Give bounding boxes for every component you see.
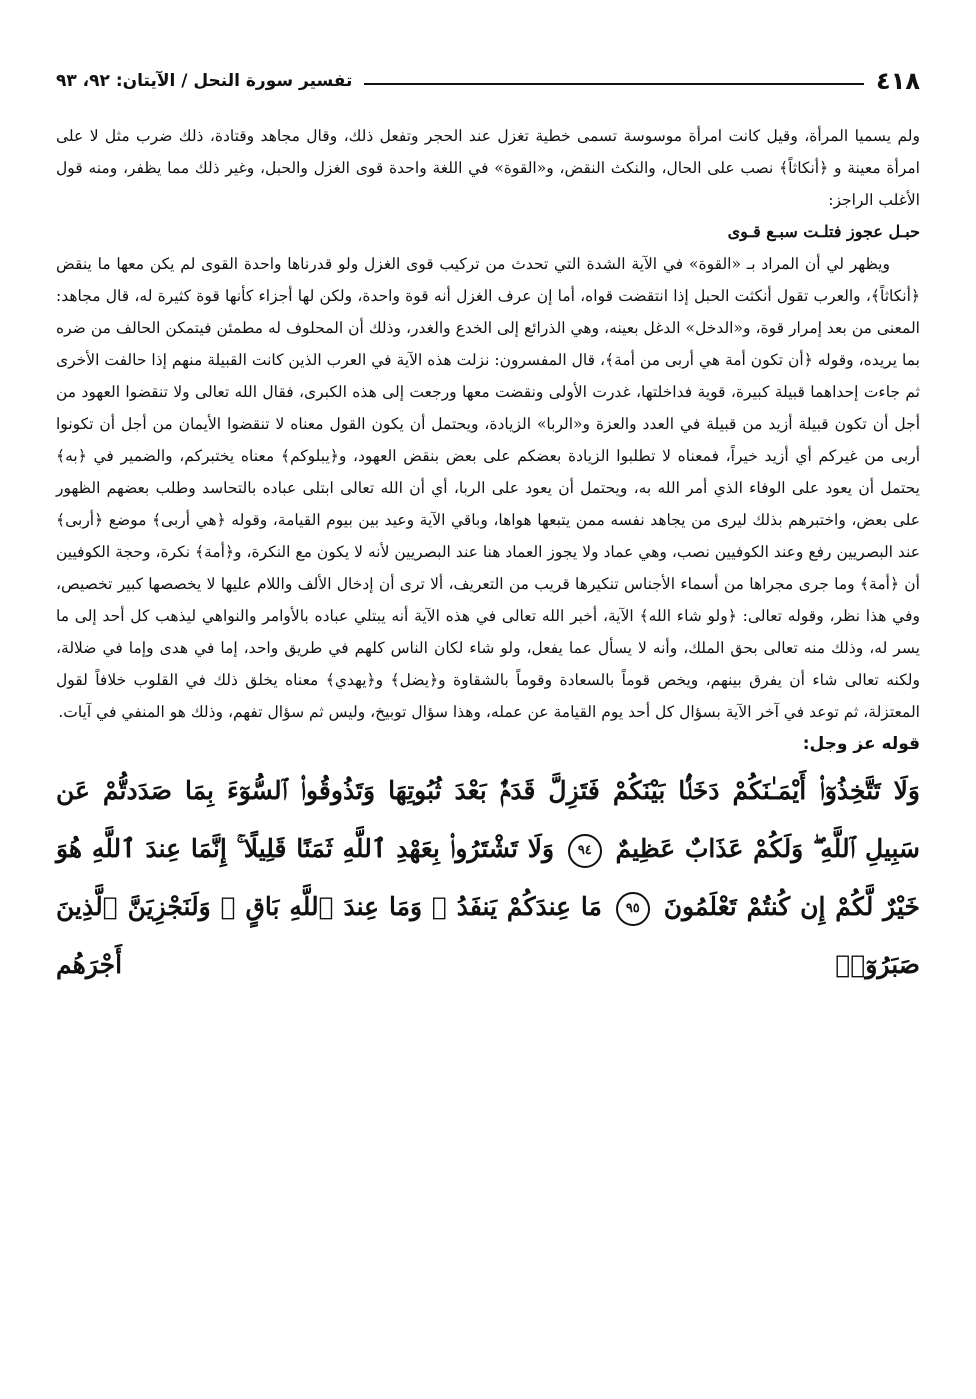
paragraph: ولم يسميا المرأة، وقيل كانت امرأة موسوسة تسمى خطية تغزل عند الحجر وتفعل ذلك، وقال مجاهد وقتادة، ذلك ضرب مثل لا على امرأة معينة و ﴿أنكاثاً﴾ نصب على الحال، والنكث النقض، و«القوة» في اللغة واحدة قوى الغزل والحبل، وغير ذلك مما يظفر، ومنه قول الأغلب الراجز: (56, 127, 920, 209)
page-number: ٤١٨ (876, 67, 920, 95)
quran-text: مَا عِندَكُمْ يَنفَدُ ۖ وَمَا عِندَ ٱللَّهِ بَاقٍ ۗ وَلَنَجْزِيَنَّ ٱلَّذِينَ صَبَرُوٓا۟ أَجْرَهُم (56, 892, 920, 979)
commentary-text (56, 120, 920, 728)
section-label: قوله عز وجل: (802, 734, 920, 754)
quran-text: وَلَا تَشْتَرُوا۟ بِعَهْدِ ٱللَّهِ ثَمَنًا قَلِيلًا ۚ إِنَّمَا عِندَ ٱللَّهِ هُوَ خَيْرٌ لَّكُمْ إِن كُنتُمْ تَعْلَمُونَ (56, 834, 920, 921)
page-header (56, 62, 920, 100)
ayah-number-marker: ٩٤ (568, 834, 602, 868)
quran-passage (56, 762, 920, 994)
poetry-verse: حبـل عجوز فتلـت سبـع قـوى (727, 222, 920, 241)
running-title: تفسير سورة النحل / الآيتان: ٩٢، ٩٣ (56, 71, 353, 91)
header-rule (364, 83, 864, 85)
quran-text: وَلَا تَتَّخِذُوٓا۟ أَيْمَـٰنَكُمْ دَخَلًۢا بَيْنَكُمْ فَتَزِلَّ قَدَمٌۢ بَعْدَ ثُبُوتِهَا وَتَذُوقُوا۟ ٱلسُّوٓءَ بِمَا صَدَدتُّمْ عَن سَبِيلِ ٱللَّهِ ۖ وَلَكُمْ عَذَابٌ عَظِيمٌ (56, 776, 920, 863)
ayah-number-marker: ٩٥ (616, 892, 650, 926)
paragraph: ويظهر لي أن المراد بـ «القوة» في الآية الشدة التي تحدث من تركيب قوى الغزل ولو قدرناها واحدة القوى لم يكن معها ما ينقض ﴿أنكاثاً﴾، والعرب تقول أنكثت الحبل إذا انتقضت قواه، أما إن عرف الغزل أنه قوة واحدة، ولكن لها أجزاء كأنها قوة كثيرة له، قال مجاهد: المعنى من بعد إمرار قوة، و«الدخل» الدغل بعينه، وهي الذرائع إلى الخدع والغدر، وذلك أن المحلوف له مطمئن فيتمكن الحالف من ضره بما يريده، وقوله ﴿أن تكون أمة هي أربى من أمة﴾، قال المفسرون: نزلت هذه الآية في العرب الذين كانت القبيلة منهم إذا حالفت الأخرى ثم جاءت إحداهما قبيلة كبيرة، قوية فداخلتها، غدرت الأولى ونقضت معها ورجعت إلى هذه الكبرى، فقال الله تعالى ولا تنقضوا العهود من أجل أن تكون قبيلة أزيد من قبيلة في العدد والعزة و«الربا» الزيادة، ويحتمل أن يكون القول معناه لا تنقضوا الأيمان من أجل أن تكونوا أربى من غيركم أي أزيد خيراً، فمعناه لا تطلبوا الزيادة بعضكم على بعض بنقض العهود، و﴿يبلوكم﴾ معناه يختبركم، والضمير في ﴿به﴾ يحتمل أن يعود على الوفاء الذي أمر الله به، ويحتمل أن يعود على الربا، أي أن الله تعالى ابتلى عباده بالتحاسد وطلب بعضهم الظهور على بعض، واختبرهم بذلك ليرى من يجاهد نفسه ممن يتبعها هواها، وباقي الآية وعيد بين بيوم القيامة، وقوله ﴿هي أربى﴾ موضع ﴿أربى﴾ عند البصريين رفع وعند الكوفيين نصب، وهي عماد ولا يجوز العماد هنا عند البصريين لأنه لا يكون مع النكرة، و﴿أمة﴾ نكرة، وحجة الكوفيين أن ﴿أمة﴾ وما جرى مجراها من أسماء الأجناس تنكيرها قريب من التعريف، ألا ترى أن إدخال الألف واللام عليها لا يخصصها كبير تخصيص، وفي هذا نظر، وقوله تعالى: ﴿ولو شاء الله﴾ الآية، أخبر الله تعالى في هذه الآية أنه يبتلي عباده بالأوامر والنواهي ليذهب كل أحد إلى ما يسر له، وذلك منه تعالى بحق الملك، وأنه لا يسأل عما يفعل، ولو شاء لكان الناس كلهم في طريق واحد، إما في هدى وإما في ضلالة، ولكنه تعالى شاء أن يفرق بينهم، ويخص قوماً بالسعادة وقوماً بالشقاوة و﴿يضل﴾ و﴿يهدي﴾ معناه يخلق ذلك في القلوب خلافاً لقول المعتزلة، ثم توعد في آخر الآية بسؤال كل أحد يوم القيامة عن عمله، وهذا سؤال توبيخ، وليس ثم سؤال تفهم، وذلك هو المنفي في آيات. (56, 255, 920, 721)
